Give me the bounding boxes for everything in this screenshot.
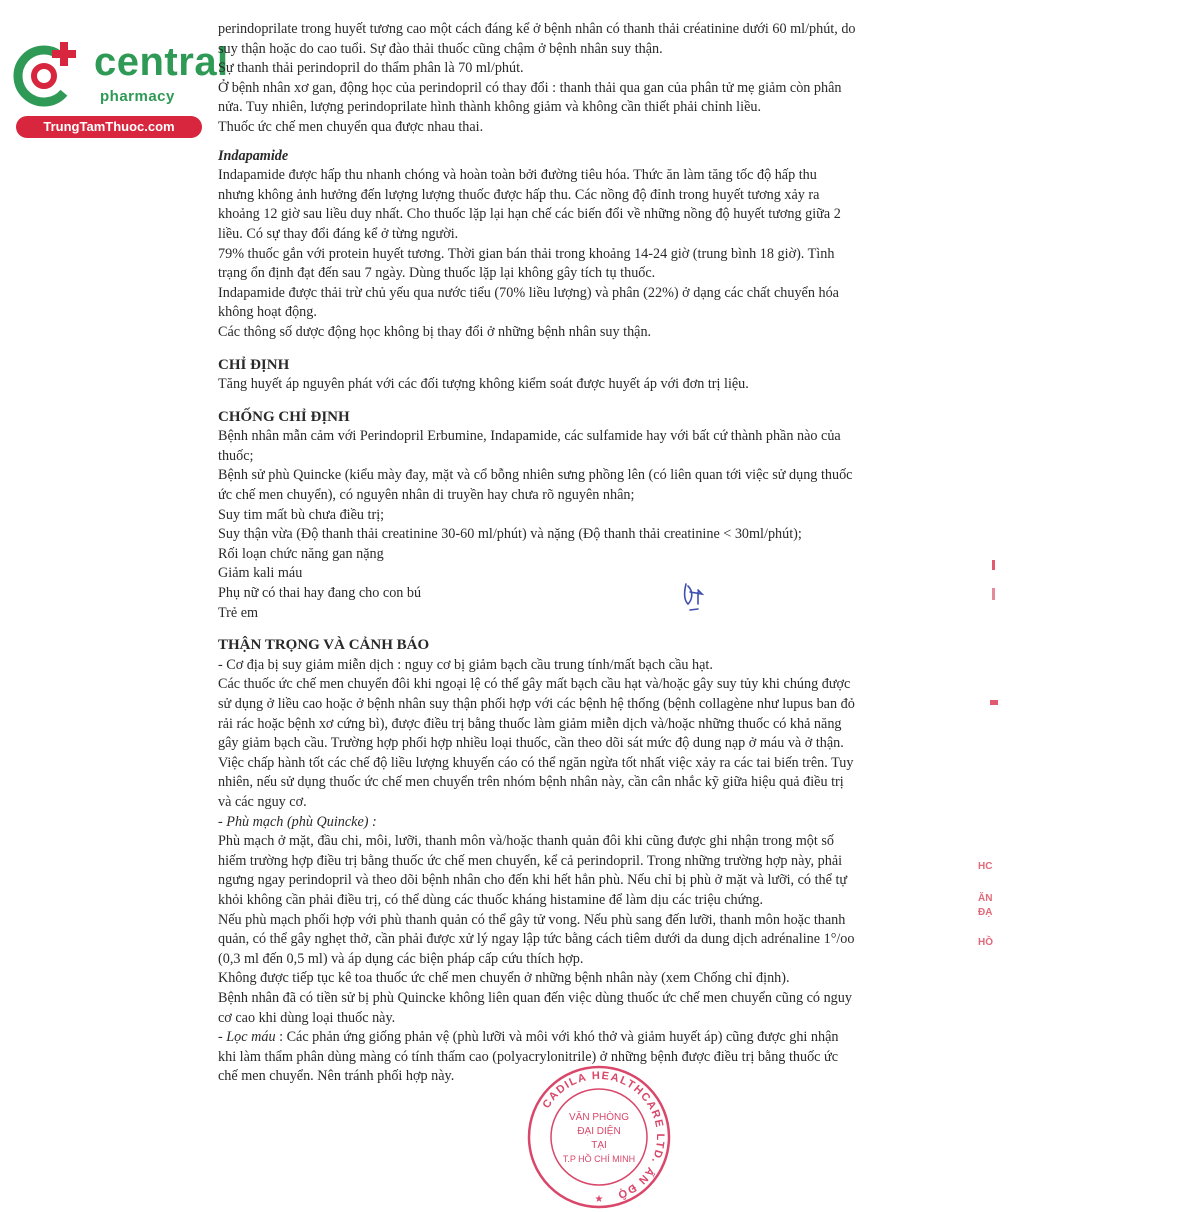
text-line: Việc chấp hành tốt các chế độ liều lượng khuyến cáo có thể ngăn ngừa tốt nhất việc xảy ra các tai biến trên. Tuy (218, 754, 854, 771)
edge-stamp-fragment (978, 860, 1000, 950)
edge-marks (980, 560, 1000, 720)
logo-subtitle: pharmacy (100, 88, 175, 105)
text-line: sử dụng ở liều cao hoặc ở bệnh nhân suy thận phối hợp với các bệnh hệ thống (bệnh collagène như lupus ban đỏ (218, 696, 855, 712)
text-line: quản, có thể gây nghẹt thở, cần phải được xử lý ngay lập tức bằng cách tiêm dưới da dung dịch adrénaline 1°/oo (218, 931, 855, 948)
document-body (218, 20, 948, 1087)
text-line (218, 1028, 948, 1048)
text-line: Nếu phù mạch phối hợp với phù thanh quản có thể gây tử vong. Nếu phù sang đến lưỡi, thanh môn hoặc thanh (218, 911, 846, 928)
text-line: ức chế men chuyển), có nguyên nhân di truyền hay chưa rõ nguyên nhân; (218, 487, 635, 504)
indapamide-heading: Indapamide (218, 147, 289, 164)
text-line: Các thông số dược động học không bị thay đổi ở những bệnh nhân suy thận. (218, 323, 652, 340)
office-stamp (524, 1062, 674, 1212)
text-line: trạng ổn định đạt đến sau 7 ngày. Dùng thuốc lặp lại không gây tích tụ thuốc. (218, 265, 656, 282)
angioedema-subheading: - Phù mạch (phù Quincke) : (218, 813, 377, 830)
edge-text: HỒ (978, 937, 993, 948)
text-line: Không được tiếp tục kê toa thuốc ức chế men chuyển ở những bệnh nhân này (xem Chống chỉ định). (218, 970, 790, 987)
text-line: Indapamide được thải trừ chủ yếu qua nước tiểu (70% liều lượng) và phân (22%) ở dạng các chất chuyển hóa (218, 284, 839, 301)
text-line: Bệnh nhân đã có tiền sử bị phù Quincke không liên quan đến việc dùng thuốc ức chế men chuyển cũng có nguy (218, 989, 852, 1006)
pharmacy-cross-icon (8, 36, 86, 114)
edge-text: ĐẠ (978, 907, 993, 918)
text-line: Trẻ em (218, 604, 259, 621)
pk-section (218, 20, 948, 138)
text-line: Rối loạn chức năng gan nặng (218, 545, 384, 562)
text-line: suy thận hoặc do cao tuổi. Sự đào thải thuốc cũng chậm ở bệnh nhân suy thận. (218, 40, 663, 57)
warnings-heading: THẬN TRỌNG VÀ CẢNH BÁO (218, 637, 430, 654)
stamp-line-4: T.P HỒ CHÍ MINH (562, 1154, 636, 1164)
stamp-line-3: TẠI (591, 1140, 607, 1151)
edge-text: HC (978, 861, 993, 872)
text-line: Phụ nữ có thai hay đang cho con bú (218, 585, 422, 602)
text-line: Suy thận vừa (Độ thanh thải creatinine 30-60 ml/phút) và nặng (Độ thanh thải creatinine < 30ml/phút); (218, 526, 802, 543)
text-line: liều. Có sự thay đổi đáng kể ở từng người. (218, 225, 459, 242)
text-line: và các nguy cơ. (218, 793, 307, 810)
stamp-line-2: ĐẠI DIỆN (577, 1126, 621, 1137)
text-line: Giảm kali máu (218, 565, 303, 582)
edge-text: ĂN (978, 893, 993, 904)
text-line: Bệnh sử phù Quincke (kiểu mày đay, mặt và cổ bỗng nhiên sưng phồng lên (có liên quan tới việc sử dụng thuốc (218, 467, 853, 484)
text-line: (0,3 ml đến 0,5 ml) và áp dụng các biện pháp cấp cứu thích hợp. (218, 950, 584, 967)
text-line: Tăng huyết áp nguyên phát với các đối tượng không kiểm soát được huyết áp với đơn trị liệu. (218, 376, 749, 393)
text-line: Sự thanh thải perindopril do thẩm phân là 70 ml/phút. (218, 60, 524, 77)
text-line: 79% thuốc gắn với protein huyết tương. Thời gian bán thải trong khoảng 14-24 giờ (trung bình 18 giờ). Tình (218, 245, 835, 262)
text-line: Thuốc ức chế men chuyển qua được nhau thai. (218, 118, 484, 135)
warnings-section (218, 656, 948, 1087)
logo-name: central (94, 40, 229, 84)
text-line: chế men chuyển. Nên tránh phối hợp này. (218, 1068, 455, 1085)
indication-heading: CHỈ ĐỊNH (218, 356, 290, 373)
text-line: nửa. Tuy nhiên, lượng perindoprilate hình thành không giảm và không cần thiết phải chỉnh liều. (218, 99, 762, 116)
text-line: không hoạt động. (218, 304, 317, 321)
dialysis-subheading: - Lọc máu (218, 1029, 276, 1046)
text-line: Suy tim mất bù chưa điều trị; (218, 506, 385, 523)
text-line: gây giảm bạch cầu. Trường hợp phối hợp nhiều loại thuốc, cần theo dõi sát mức độ dung nạp ở máu và ở thận. (218, 735, 844, 752)
central-pharmacy-logo[interactable] (8, 36, 229, 146)
text-line: Ở bệnh nhân xơ gan, động học của perindopril có thay đổi : thanh thải qua gan của phân tử mẹ giảm còn phân (218, 79, 842, 96)
indapamide-section (218, 166, 948, 342)
text-line: - Cơ địa bị suy giảm miễn dịch : nguy cơ bị giảm bạch cầu trung tính/mất bạch cầu hạt. (218, 656, 713, 673)
text-line: ngưng ngay perindopril và theo dõi bệnh nhân cho đến khi hết hẳn phù. Nếu chỉ bị phù ở mặt và lưỡi, có thể tự (218, 872, 848, 889)
text-line: nhưng không ảnh hưởng đến lượng lượng thuốc được hấp thu. Các nồng độ đỉnh trong huyết tương xảy ra (218, 186, 820, 203)
handwritten-initials-mark (676, 578, 712, 614)
text-line: khỏi không cần phải điều trị, có thể dùng các thuốc kháng histamine để làm dịu các triệu chứng. (218, 891, 764, 908)
logo-url-badge[interactable]: TrungTamThuoc.com (16, 116, 202, 138)
text-line: nhiên, nếu sử dụng thuốc ức chế men chuyển trên nhóm bệnh nhân này, cần cân nhắc kỹ giữa hiệu quả điều trị (218, 774, 844, 791)
text-line: Các thuốc ức chế men chuyển đôi khi ngoại lệ có thể gây mất bạch cầu hạt và/hoặc gây suy tủy khi chúng được (218, 676, 851, 693)
stamp-star-icon: ★ (594, 1194, 604, 1205)
stamp-line-1: VĂN PHÒNG (568, 1112, 630, 1123)
text-line: perindoprilate trong huyết tương cao một cách đáng kể ở bệnh nhân có thanh thải créatinine dưới 60 ml/phút, do (218, 21, 856, 37)
text-line: Indapamide được hấp thu nhanh chóng và hoàn toàn bởi đường tiêu hóa. Thức ăn làm tăng tốc độ hấp thu (218, 167, 817, 184)
contraindication-section (218, 427, 948, 623)
text-line: khoảng 12 giờ sau liều duy nhất. Cho thuốc lặp lại hạn chế các biến đổi về những nồng độ huyết tương giữa 2 (218, 206, 841, 223)
stamp-ring-text: CADILA HEALTHCARE LTD. ẤN ĐỘ (540, 1069, 667, 1202)
dialysis-text: : Các phản ứng giống phản vệ (phù lưỡi và môi với khó thở và giảm huyết áp) cũng được ghi nhận (275, 1029, 839, 1046)
text-line: Bệnh nhân mẫn cảm với Perindopril Erbumine, Indapamide, các sulfamide hay với bất cứ thành phần nào của (218, 428, 841, 445)
text-line: cơ cao khi dùng loại thuốc này. (218, 1009, 396, 1026)
text-line: Phù mạch ở mặt, đầu chi, môi, lưỡi, thanh môn và/hoặc thanh quản đôi khi cũng được ghi nhận trong một số (218, 833, 834, 850)
text-line: khi làm thẩm phân dùng màng có tính thấm cao (polyacrylonitrile) ở những bệnh được điều trị bằng thuốc ức (218, 1048, 839, 1065)
text-line: hiếm trường hợp điều trị bằng thuốc ức chế men chuyển, kể cả perindopril. Trong những trường hợp này, phải (218, 852, 843, 869)
text-line: rải rác hoặc bệnh xơ cứng bì), được điều trị bằng thuốc làm giảm miễn dịch và/hoặc những thuốc có khả năng (218, 715, 842, 732)
contraindication-heading: CHỐNG CHỈ ĐỊNH (218, 408, 350, 425)
text-line: thuốc; (218, 447, 254, 464)
